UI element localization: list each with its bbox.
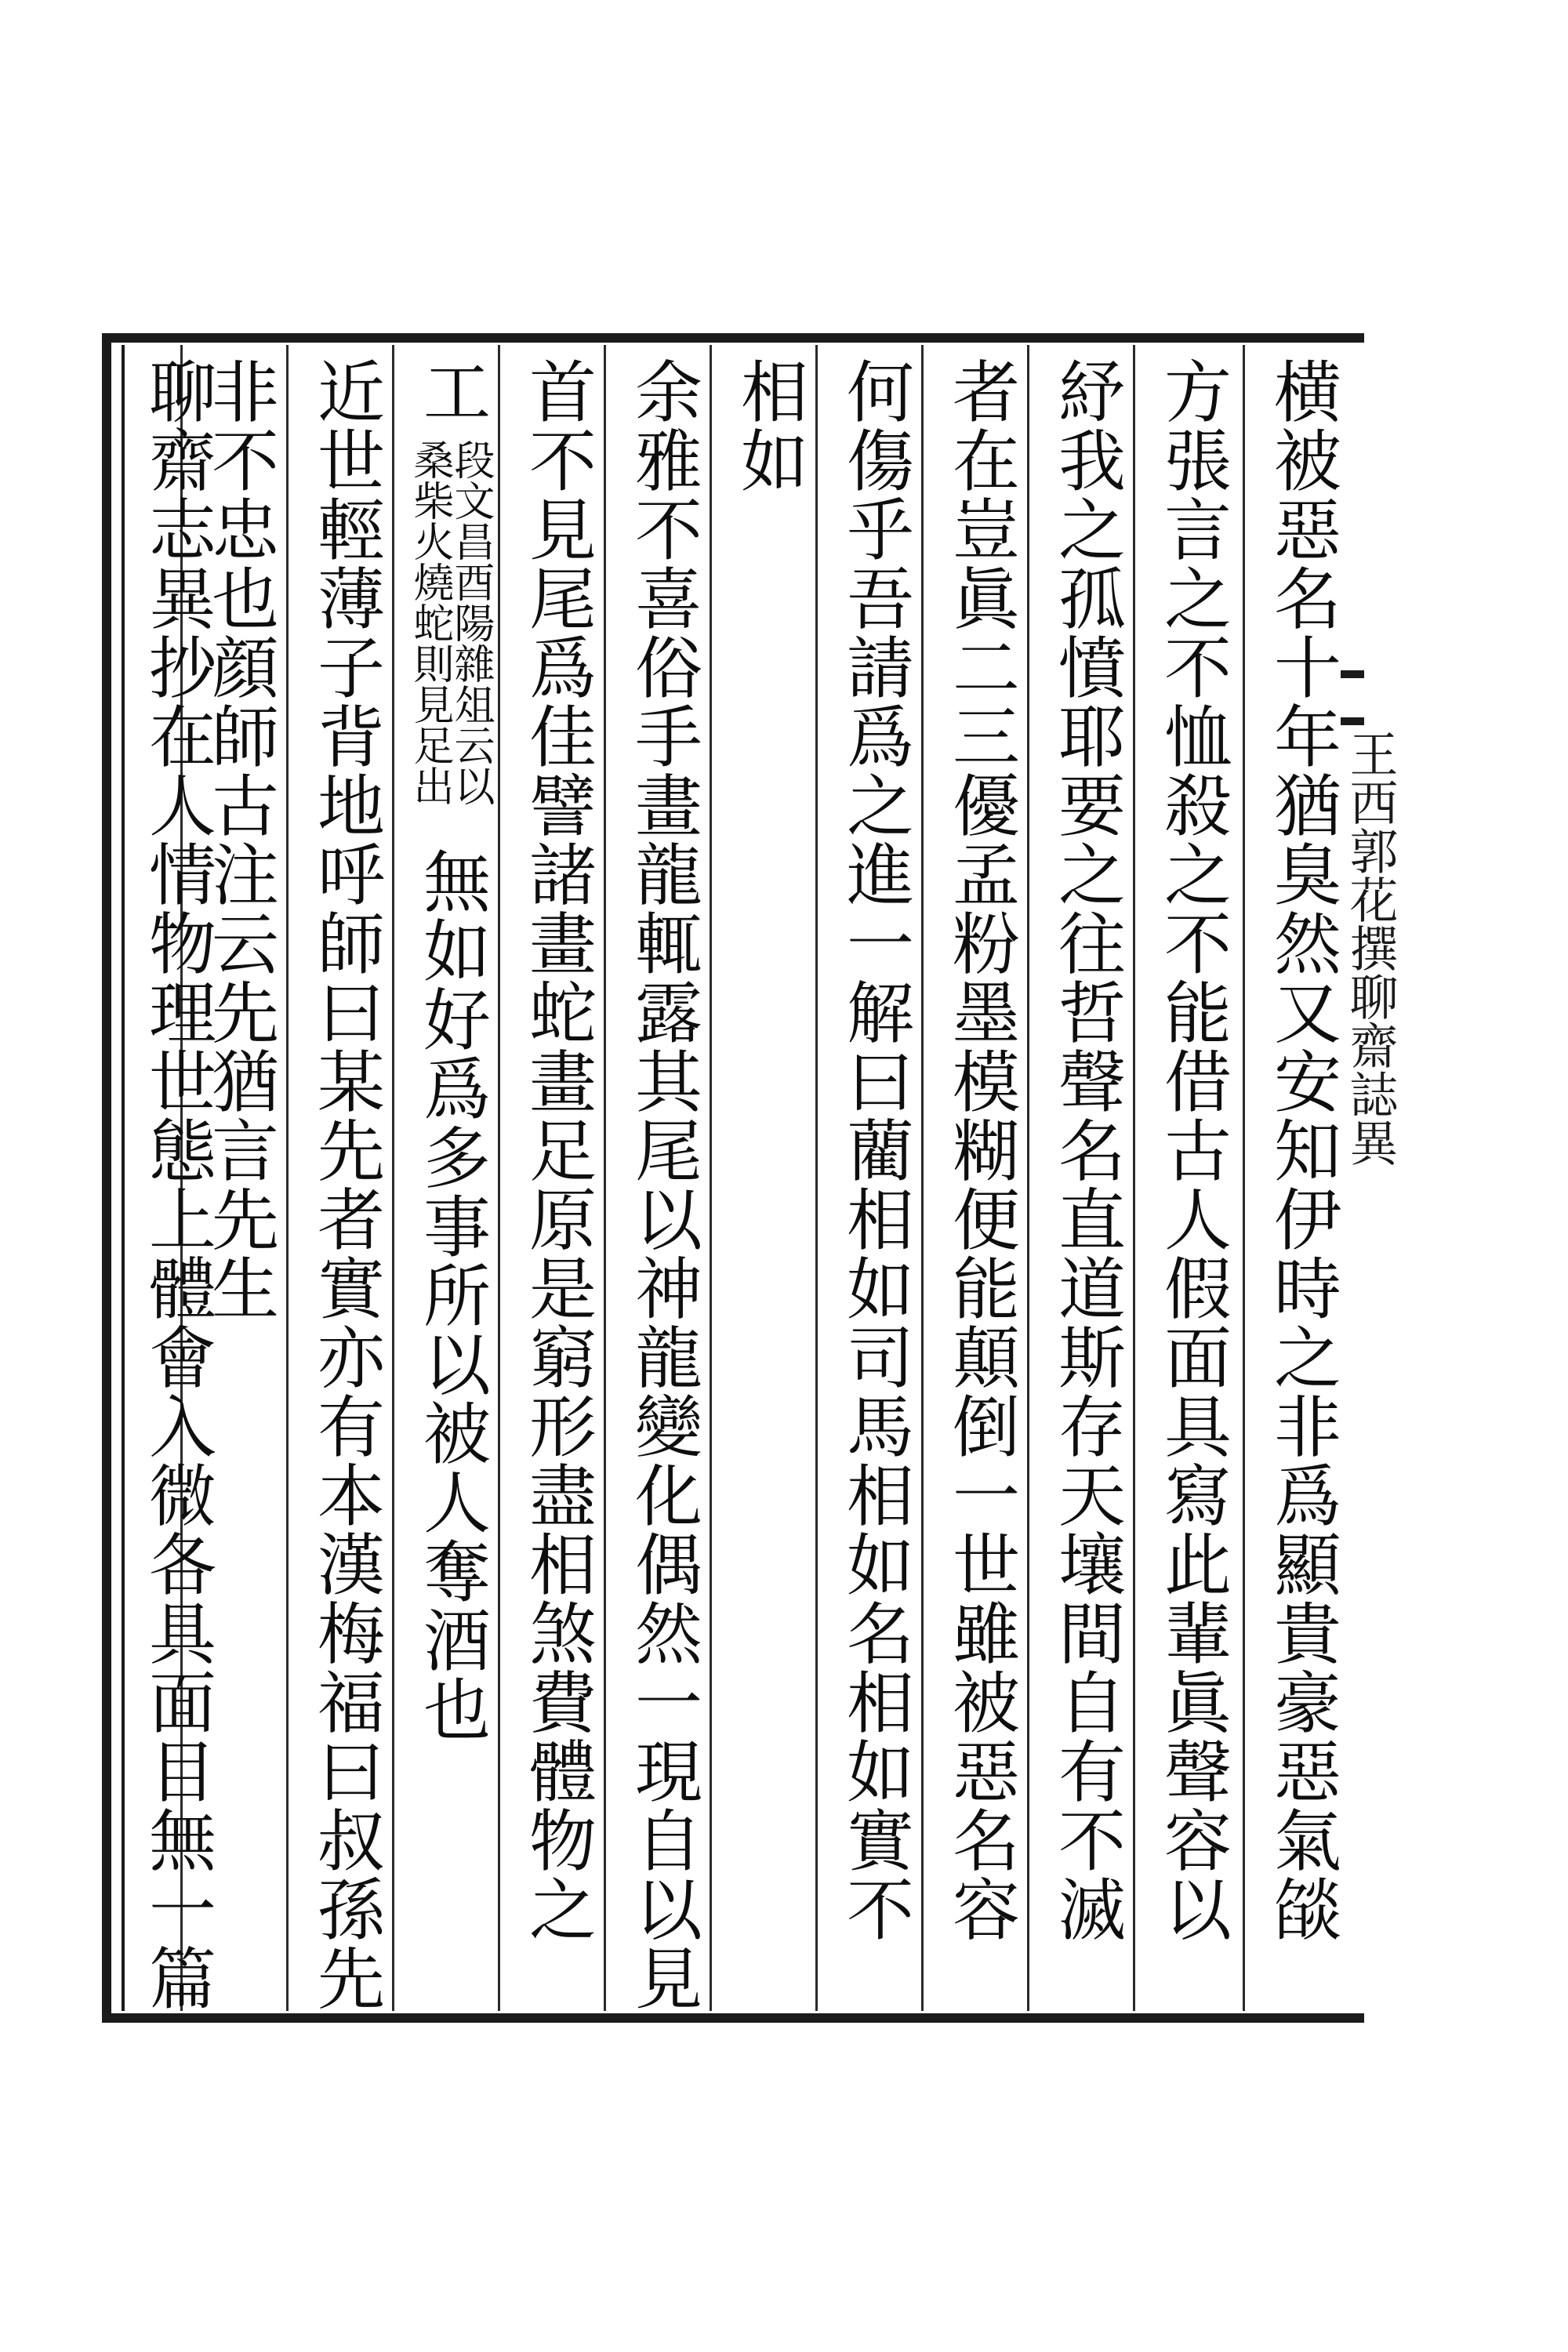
- text-column-6: [729, 357, 808, 2011]
- column-rule: [498, 345, 500, 2011]
- column-rule: [815, 345, 818, 2011]
- note-line-right: 段文昌酉陽雜俎云以: [447, 439, 494, 806]
- note-line-left: 桑柴火燒蛇則見足出: [406, 439, 453, 806]
- column-rule: [710, 345, 712, 2011]
- column-text: 何傷乎吾請爲之進一解曰藺相如司馬相如名相如實不: [835, 357, 913, 1944]
- column-rule: [921, 345, 924, 2011]
- column-text: 方張言之不恤殺之不能借古人假面具寫此輩眞聲容以: [1152, 357, 1231, 1944]
- column-text: 余雅不喜俗手畫龍輒露其尾以神龍變化偶然一現自以見: [623, 357, 702, 2013]
- text-column-7: [623, 357, 702, 2011]
- column-rule: [286, 345, 289, 2011]
- text-column-8: [517, 357, 596, 2011]
- text-column-1: [1262, 357, 1341, 2011]
- column-text: 横被惡名十年猶臭然又安知伊時之非爲顯貴豪惡氣燄: [1262, 357, 1341, 1944]
- text-column-5: [835, 357, 913, 2011]
- column-text: 紓我之孤憤耶要之往哲聲名直道斯存天壤間自有不滅: [1047, 357, 1125, 1944]
- inline-note: [406, 439, 494, 847]
- column-text: 首不見尾爲佳譬諸畫蛇畫足原是窮形盡相煞費體物之: [517, 357, 596, 1944]
- column-text: 相如: [729, 357, 808, 495]
- column-rule: [1027, 345, 1029, 2011]
- column-text: 近世輕薄子背地呼師曰某先者實亦有本漢梅福曰叔孫先: [306, 357, 384, 2013]
- column-text: 者在豈眞二三優孟粉墨模糊便能顛倒一世雖被惡名容: [941, 357, 1019, 1944]
- column-rule: [1133, 345, 1135, 2011]
- fishtail-mark: [1341, 670, 1364, 725]
- column-rule: [392, 345, 394, 2011]
- column-rule: [604, 345, 606, 2011]
- text-column-12: [137, 357, 216, 2011]
- text-column-2: [1152, 357, 1231, 2011]
- text-column-4: [941, 357, 1019, 2011]
- column-text: 聊齋志異抄在人情物理世態上體會入微各具面目無一篇: [137, 357, 216, 2013]
- column-text: 非不忠也顔師古注云先猶言先生: [200, 357, 278, 1323]
- column-rule: [1243, 345, 1245, 2011]
- margin-title: 王西郭花撰聊齋誌異: [1341, 729, 1399, 1167]
- column-text-head: 工: [412, 357, 490, 426]
- text-column-10: [306, 357, 384, 2011]
- text-column-9-tail: [412, 847, 490, 2011]
- column-text-tail: 無如好爲多事所以被人奪酒也: [412, 847, 490, 1744]
- text-column-3: [1047, 357, 1125, 2011]
- inner-border-line: [122, 345, 125, 2011]
